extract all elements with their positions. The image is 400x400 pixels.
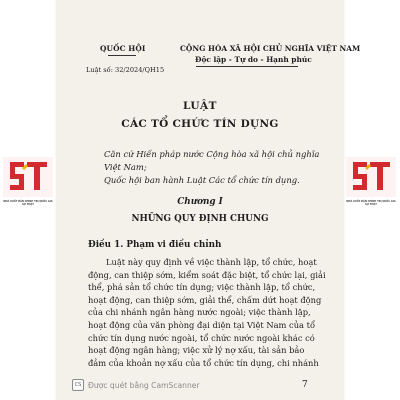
article-line: hoạt động, can thiệp sớm, giải thể, chấm dứt hoạt động: [88, 294, 322, 305]
article-title: Điều 1. Phạm vi điều chỉnh: [88, 240, 222, 250]
article-line: Luật này quy định về việc thành lập, tổ chức, hoạt: [106, 257, 317, 267]
legal-basis-line: Việt Nam;: [104, 162, 147, 172]
document-title: CÁC TỔ CHỨC TÍN DỤNG: [121, 118, 279, 130]
divider: [196, 66, 298, 67]
logo-caption: NHÀ XUẤT BẢN CHÍNH TRỊ QUỐC GIA SỰ THẬT: [346, 200, 396, 206]
st-logo-icon: [2, 156, 54, 198]
article-line: động, can thiệp sớm, kiểm soát đặc biệt, tổ chức lại, giải: [88, 269, 326, 280]
country-name: CỘNG HÒA XÃ HỘI CHỦ NGHĨA VIỆT NAM: [180, 44, 361, 53]
article-line: hoạt động của văn phòng đại diện tại Việt Nam của tổ: [88, 319, 316, 330]
law-number: Luật số: 32/2024/QH15: [86, 66, 165, 74]
article-line: chức tín dụng nước ngoài, tổ chức nước ngoài khác có: [88, 332, 315, 343]
chapter-name: NHỮNG QUY ĐỊNH CHUNG: [131, 214, 269, 224]
divider: [108, 55, 136, 56]
article-line: thể, phá sản tổ chức tín dụng; việc thành lập, tổ chức,: [88, 282, 316, 293]
document-type: LUẬT: [183, 100, 217, 112]
article-line: đảm của khoản nợ xấu của tổ chức tín dụng, chi nhánh: [88, 357, 319, 368]
chapter-number: Chương I: [177, 197, 223, 207]
scanner-watermark: [72, 379, 200, 391]
publisher-logo-left: [2, 156, 54, 206]
camscanner-icon: CS: [72, 379, 84, 391]
st-logo-icon: [345, 156, 397, 198]
national-motto: Độc lập - Tự do - Hạnh phúc: [195, 55, 312, 64]
logo-caption: NHÀ XUẤT BẢN CHÍNH TRỊ QUỐC GIA SỰ THẬT: [3, 200, 53, 206]
article-line: hoạt động ngân hàng; việc xử lý nợ xấu, tài sản bảo: [88, 345, 305, 356]
legal-basis-line: Quốc hội ban hành Luật Các tổ chức tín dụng.: [104, 175, 300, 185]
publisher-logo-right: [345, 156, 397, 206]
document-page: [56, 0, 361, 400]
article-line: của chi nhánh ngân hàng nước ngoài; việc thành lập,: [88, 307, 311, 318]
legal-basis-line: Căn cứ Hiến pháp nước Cộng hòa xã hội chủ nghĩa: [104, 149, 320, 159]
scanner-text: Được quét bằng CamScanner: [88, 380, 200, 390]
organization-name: QUỐC HỘI: [100, 44, 146, 53]
page-number: 7: [302, 380, 308, 390]
article-body: [88, 256, 328, 369]
